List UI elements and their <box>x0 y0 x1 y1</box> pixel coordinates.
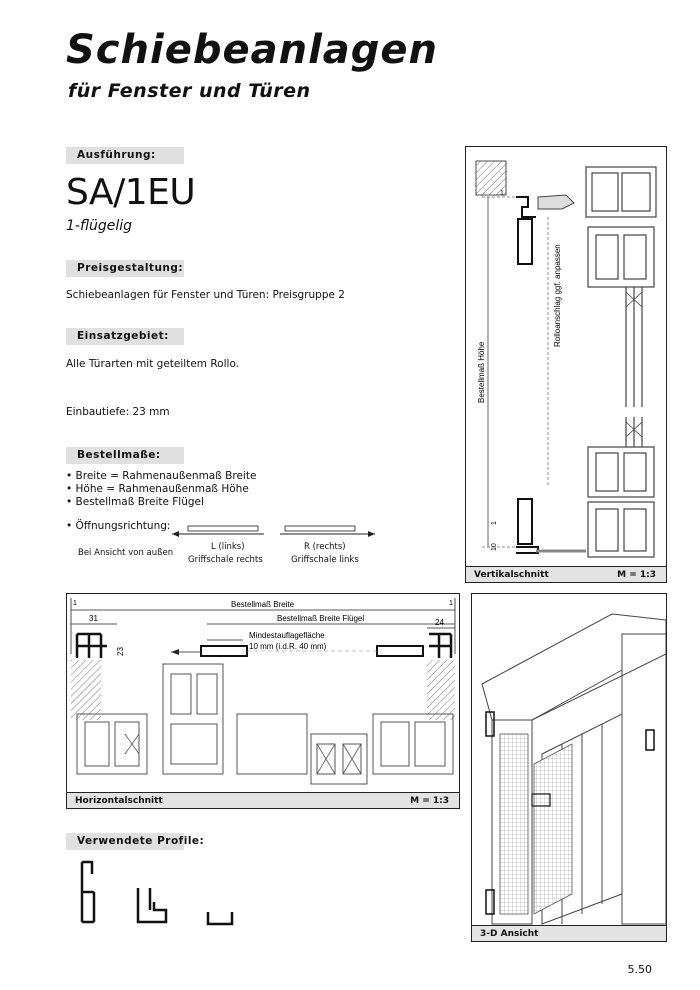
3d-view-drawing <box>472 594 666 925</box>
dimension-top: 1 <box>500 190 504 197</box>
height-dimension-label: Bestellmaß Höhe <box>477 341 486 403</box>
page-title: Schiebeanlagen <box>66 27 439 73</box>
profile-shape-channel <box>208 912 232 924</box>
vertical-scale: M = 1:3 <box>617 570 656 580</box>
horizontal-caption-text: Horizontalschnitt <box>75 796 163 806</box>
usage-text: Alle Türarten mit geteiltem Rollo. <box>66 358 240 370</box>
profile-shape-wing <box>138 888 166 922</box>
right-opening-icon <box>280 526 375 537</box>
right-direction-label: R (rechts) <box>304 542 346 552</box>
section-label-ausfuehrung: Ausführung: <box>66 147 184 164</box>
dimension-height: 23 <box>116 647 125 656</box>
dimension-left: 31 <box>89 614 98 623</box>
list-item: • Bestellmaß Breite Flügel <box>66 496 204 508</box>
model-wing-count: 1-flügelig <box>66 218 133 234</box>
overlap-label: Mindestauflagefläche <box>249 631 325 640</box>
3d-view-caption <box>472 925 666 941</box>
horizontal-section-caption <box>67 792 459 808</box>
3d-caption-text: 3-D Ansicht <box>480 929 539 939</box>
vertical-section-panel <box>465 146 667 583</box>
list-item: • Höhe = Rahmenaußenmaß Höhe <box>66 483 249 495</box>
list-item: • Breite = Rahmenaußenmaß Breite <box>66 470 257 482</box>
section-label-profile: Verwendete Profile: <box>66 833 184 850</box>
wing-width-label: Bestellmaß Breite Flügel <box>277 614 365 623</box>
dimension-edge-left: 1 <box>73 600 77 607</box>
page-number: 5.50 <box>627 963 652 976</box>
dimension-right: 24 <box>435 618 444 627</box>
width-dimension-label: Bestellmaß Breite <box>231 600 295 609</box>
horizontal-section-panel <box>66 593 460 809</box>
horizontal-section-drawing <box>67 594 459 792</box>
install-depth: Einbautiefe: 23 mm <box>66 406 170 418</box>
opening-direction-diagram <box>170 522 380 542</box>
vertical-section-drawing <box>466 147 666 566</box>
section-label-bestell: Bestellmaße: <box>66 447 184 464</box>
left-opening-icon <box>172 526 264 537</box>
dimension-edge-right: 1 <box>449 600 453 607</box>
price-text: Schiebeanlagen für Fenster und Türen: Preisgruppe 2 <box>66 289 345 301</box>
view-note: Bei Ansicht von außen <box>78 548 174 558</box>
profile-shape-rail <box>82 862 94 922</box>
horizontal-scale: M = 1:3 <box>410 796 449 806</box>
page-subtitle: für Fenster und Türen <box>68 80 311 102</box>
vertical-caption-text: Vertikalschnitt <box>474 570 549 580</box>
right-grip-label: Griffschale links <box>291 555 359 565</box>
model-code: SA/1EU <box>66 172 196 213</box>
overlap-value: 10 mm (i.d.R. 40 mm) <box>249 642 327 651</box>
section-label-einsatz: Einsatzgebiet: <box>66 328 184 345</box>
roller-stop-label: Rolloanschlag ggf. anpassen <box>553 244 562 347</box>
section-label-preis: Preisgestaltung: <box>66 260 184 277</box>
vertical-section-caption <box>466 566 666 582</box>
order-dimensions-list <box>66 470 256 509</box>
profile-shapes <box>66 858 246 930</box>
left-direction-label: L (links) <box>211 542 245 552</box>
left-grip-label: Griffschale rechts <box>188 555 263 565</box>
dimension-bottom: 10 <box>491 543 498 551</box>
3d-view-panel <box>471 593 667 942</box>
dimension-bottom-small: 1 <box>491 521 498 525</box>
opening-direction-label: • Öffnungsrichtung: <box>66 520 171 532</box>
